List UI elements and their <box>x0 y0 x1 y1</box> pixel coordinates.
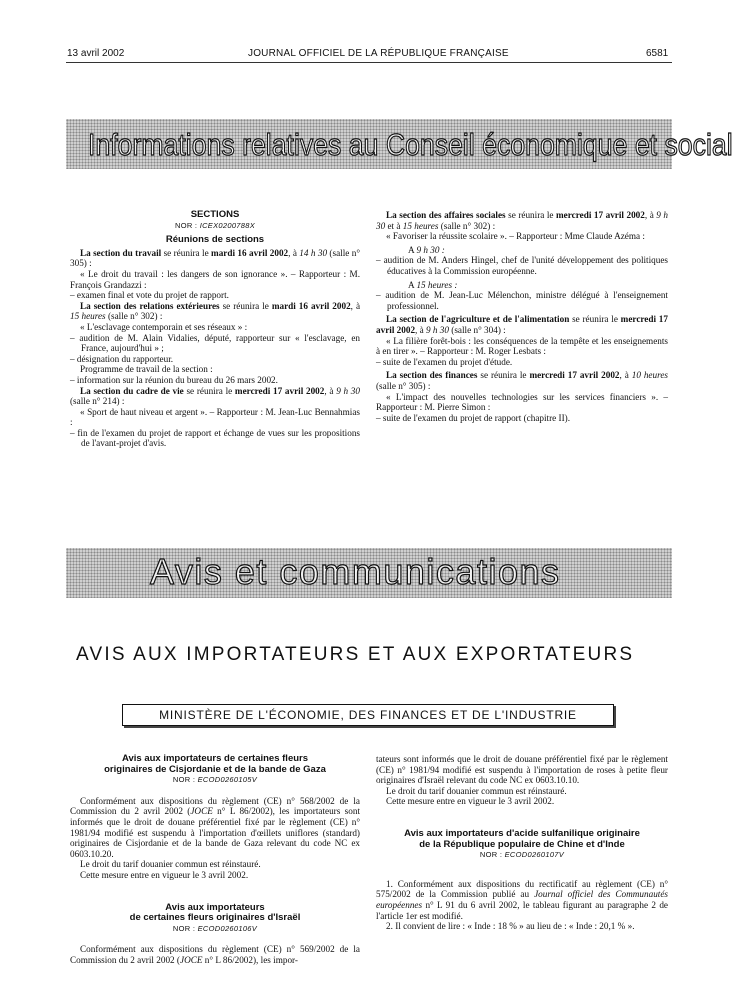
ministry-box: MINISTÈRE DE L'ÉCONOMIE, DES FINANCES ET DE L'INDUSTRIE <box>122 704 614 726</box>
cadre-vie-item: « Sport de haut niveau et argent ». – Rapporteur : M. Jean-Luc Bennahmias : <box>70 406 360 428</box>
ces-right-column <box>376 210 668 423</box>
avis-right-column <box>376 754 668 932</box>
affaires-sociales-intro: La section des affaires sociales se réunira le mercredi 17 avril 2002, à 9 h 30 et à 15 heures (salle n° 302) : <box>376 210 669 231</box>
avis-banner-title: Avis et communications <box>150 551 561 592</box>
finances-item: – suite de l'examen du projet de rapport (chapitre II). <box>376 412 571 423</box>
cadre-vie-item: – fin de l'examen du projet de rapport et échange de vues sur les propositions de l'avant-projet d'avis. <box>70 427 360 449</box>
exterieures-item: – audition de M. Alain Vidalies, député, rapporteur sur « l'esclavage, en France, aujourd'hui » ; <box>70 332 360 354</box>
ces-banner <box>66 119 733 169</box>
avis-main-title: AVIS AUX IMPORTATEURS ET AUX EXPORTATEURS <box>76 644 635 665</box>
ces-banner-title: Informations relatives au Conseil économique et social <box>88 127 733 162</box>
cadre-vie-intro: La section du cadre de vie se réunira le mercredi 17 avril 2002, à 9 h 30 (salle n° 214) : <box>70 385 360 407</box>
affaires-sociales-item: – audition de M. Anders Hingel, chef de l'unité développement des politiques éducatives à la Commission européenne. <box>376 255 668 276</box>
finances-item: « L'impact des nouvelles technologies sur les services financiers ». – Rapporteur : M. Pierre Simon : <box>376 391 668 413</box>
avis1-paragraph: Conformément aux dispositions du règlement (CE) n° 568/2002 de la Commission du 2 avril 2002 (JOCE n° L 86/2002), les importateurs sont informés que le droit de douane préférentiel fixé par le règlement (CE) n° 1981/94 modifié est suspendu à l'importation d'œillets uniflores (standard) originaires de Cisjordanie et de la bande de Gaza relevant du code NC ex 0603.10.20. <box>70 795 360 859</box>
avis2-paragraph-continued: tateurs sont informés que le droit de douane préférentiel fixé par le règlement (CE) n° 1981/94 modifié est suspendu à l'importation de roses à petite fleur originaires d'Israël relevant du code NC ex 0603.10.10. <box>376 754 668 786</box>
travail-item: « Le droit du travail : les dangers de son ignorance ». – Rapporteur : M. François Grandazzi : <box>70 268 360 290</box>
exterieures-intro: La section des relations extérieures se réunira le mardi 16 avril 2002, à 15 heures (salle n° 302) : <box>70 300 361 322</box>
avis3-paragraph: 1. Conformément aux dispositions du rectificatif au règlement (CE) n° 575/2002 de la Commission publié au Journal officiel des Communautés européennes n° L 91 du 6 avril 2002, le tableau figurant au paragraphe 2 de l'article 1er est modifié. <box>376 878 668 921</box>
affaires-sociales-time-a: A 9 h 30 : <box>408 244 445 255</box>
header-date: 13 avril 2002 <box>67 48 125 59</box>
agriculture-item: « La filière forêt-bois : les conséquences de la tempête et les enseignements à en tirer ». – Rapporteur : M. Roger Lesbats : <box>376 335 668 357</box>
affaires-sociales-item: « Favoriser la réussite scolaire ». – Rapporteur : Mme Claude Azéma : <box>386 231 645 242</box>
avis2-paragraph: Conformément aux dispositions du règlement (CE) n° 569/2002 de la Commission du 2 avril 2002 (JOCE n° L 86/2002), les impor- <box>70 944 360 965</box>
avis2-nor: NOR : ECOD0260106V <box>172 923 258 933</box>
header-journal-title: JOURNAL OFFICIEL DE LA RÉPUBLIQUE FRANÇAISE <box>248 48 509 59</box>
avis3-nor: NOR : ECOD0260107V <box>479 850 565 860</box>
ces-nor: NOR : ICEX0200788X <box>174 220 256 230</box>
avis1-paragraph: Cette mesure entre en vigueur le 3 avril 2002. <box>80 869 249 880</box>
exterieures-item: – désignation du rapporteur. <box>70 353 174 364</box>
header-rule <box>66 62 672 63</box>
travail-intro: La section du travail se réunira le mardi 16 avril 2002, à 14 h 30 (salle n° 305) : <box>70 247 360 269</box>
avis2-paragraph: Cette mesure entre en vigueur le 3 avril 2002. <box>386 796 555 807</box>
exterieures-item: – information sur la réunion du bureau du 26 mars 2002. <box>70 374 278 385</box>
avis3-title: Avis aux importateurs d'acide sulfanilique originaire <box>404 827 640 839</box>
avis1-nor: NOR : ECOD0260105V <box>172 775 258 785</box>
ces-left-column <box>70 210 360 449</box>
sections-heading: SECTIONS <box>190 209 240 220</box>
agriculture-item: – suite de l'examen du projet d'étude. <box>376 356 513 367</box>
agriculture-intro: La section de l'agriculture et de l'alimentation se réunira le mercredi 17 avril 2002, à 9 h 30 (salle n° 304) : <box>376 314 668 335</box>
exterieures-item: Programme de travail de la section : <box>80 364 213 375</box>
finances-intro: La section des finances se réunira le mercredi 17 avril 2002, à 10 heures (salle n° 305) : <box>376 370 668 391</box>
travail-item: – examen final et vote du projet de rapport. <box>70 290 229 301</box>
affaires-sociales-item: – audition de M. Jean-Luc Mélenchon, ministre délégué à l'enseignement professionnel. <box>376 290 668 311</box>
avis2-title: Avis aux importateurs <box>165 901 265 913</box>
affaires-sociales-time-b: A 15 heures : <box>408 279 458 290</box>
avis2-paragraph: Le droit du tarif douanier commun est réinstauré. <box>386 785 567 796</box>
avis1-title: Avis aux importateurs de certaines fleurs <box>121 753 309 764</box>
header-page-number: 6581 <box>646 48 669 59</box>
avis-left-column <box>70 754 360 966</box>
avis1-paragraph: Le droit du tarif douanier commun est réinstauré. <box>80 859 261 870</box>
avis-banner <box>66 548 672 598</box>
avis3-paragraph: 2. Il convient de lire : « Inde : 18 % » au lieu de : « Inde : 20,1 % ». <box>386 921 635 932</box>
exterieures-item: « L'esclavage contemporain et ses réseaux » : <box>80 321 248 332</box>
avis2-title-line2: de certaines fleurs originaires d'Israël <box>129 912 301 924</box>
reunions-heading: Réunions de sections <box>165 234 265 246</box>
avis3-title-line2: de la République populaire de Chine et d'Inde <box>419 838 625 850</box>
avis1-title-line2: originaires de Cisjordanie et de la bande de Gaza <box>104 763 326 775</box>
